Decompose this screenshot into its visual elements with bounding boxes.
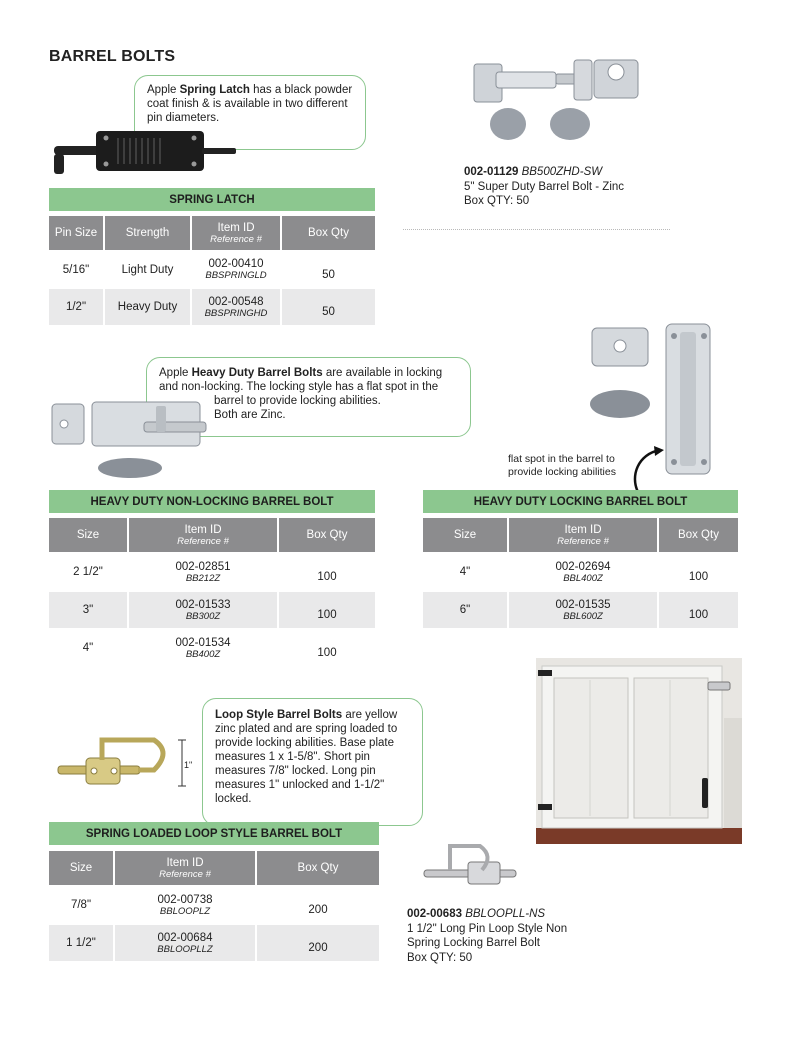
flat-spot-note: flat spot in the barrel to provide locking abilities [508, 453, 616, 478]
table-row: 6" 002-01535 BBL600Z 100 [423, 592, 738, 628]
loop-style-band: SPRING LOADED LOOP STYLE BARREL BOLT [49, 822, 379, 845]
spring-latch-table [47, 214, 377, 327]
table-row: 1/2" Heavy Duty 002-00548 BBSPRINGHD 50 [49, 289, 375, 325]
spring-latch-callout: Apple Spring Latch has a black powder coat finish & is available in two different pin diameters. [134, 75, 366, 150]
arrow-icon [628, 446, 668, 496]
loop-style-callout: Loop Style Barrel Bolts are yellow zinc plated and are spring loaded to provide locking abilities. Base plate measures 1 x 1-5/8". Short pin measures 7/8" locked. Long pin measures 1" unlocked and 1-1/2" locked. [202, 698, 423, 826]
non-locking-bolt-image [48, 398, 213, 483]
table-row: 5/16" Light Duty 002-00410 BBSPRINGLD 50 [62, 258, 335, 281]
long-pin-info: 002-00683 BBLOOPLL-NS 1 1/2" Long Pin Loop Style Non Spring Locking Barrel Bolt Box QTY: 50 [407, 908, 568, 964]
spring-latch-image [48, 128, 238, 178]
page-title: BARREL BOLTS [49, 48, 176, 65]
col-header: Box Qty [279, 518, 375, 552]
loop-style-table [47, 849, 381, 963]
col-header: Size [49, 851, 113, 885]
col-header: Box Qty [659, 518, 738, 552]
long-pin-bolt-image [420, 842, 520, 890]
super-duty-info: 002-01129 BB500ZHD-SW 5" Super Duty Barrel Bolt - Zinc Box QTY: 50 [464, 166, 625, 207]
table-row: 2 1/2" 002-02851 BB212Z 100 [73, 560, 337, 584]
table-row: 3" 002-01533 BB300Z 100 [49, 592, 375, 628]
super-duty-bolt-image [470, 54, 640, 154]
table-row: 4" 002-02694 BBL400Z 100 [459, 560, 709, 584]
non-locking-table [47, 516, 377, 668]
col-header: Item ID Reference # [192, 216, 280, 250]
stall-door-photo [536, 658, 742, 844]
col-header: Item ID Reference # [509, 518, 657, 552]
table-row: 1 1/2" 002-00684 BBLOOPLLZ 200 [49, 925, 379, 961]
col-header: Box Qty [282, 216, 375, 250]
col-header: Item ID Reference # [129, 518, 277, 552]
non-locking-band: HEAVY DUTY NON-LOCKING BARREL BOLT [49, 490, 375, 513]
col-header: Box Qty [257, 851, 379, 885]
col-header: Pin Size [49, 216, 103, 250]
col-header: Item ID Reference # [115, 851, 255, 885]
locking-table [421, 516, 740, 630]
locking-band: HEAVY DUTY LOCKING BARREL BOLT [423, 490, 738, 513]
dimension-label: 1" [184, 760, 193, 770]
table-row: 7/8" 002-00738 BBLOOPLZ 200 [70, 893, 328, 917]
col-header: Strength [105, 216, 190, 250]
col-header: Size [423, 518, 507, 552]
section-divider [403, 229, 670, 230]
table-row: 4" 002-01534 BB400Z 100 [82, 636, 337, 660]
col-header: Size [49, 518, 127, 552]
loop-bolt-image [54, 736, 194, 796]
heavy-duty-callout: Apple Heavy Duty Barrel Bolts are available in locking and non-locking. The locking style has a flat spot in the barrel to provide locking abilities. Both are Zinc. [146, 357, 471, 437]
spring-latch-band: SPRING LATCH [49, 188, 375, 211]
